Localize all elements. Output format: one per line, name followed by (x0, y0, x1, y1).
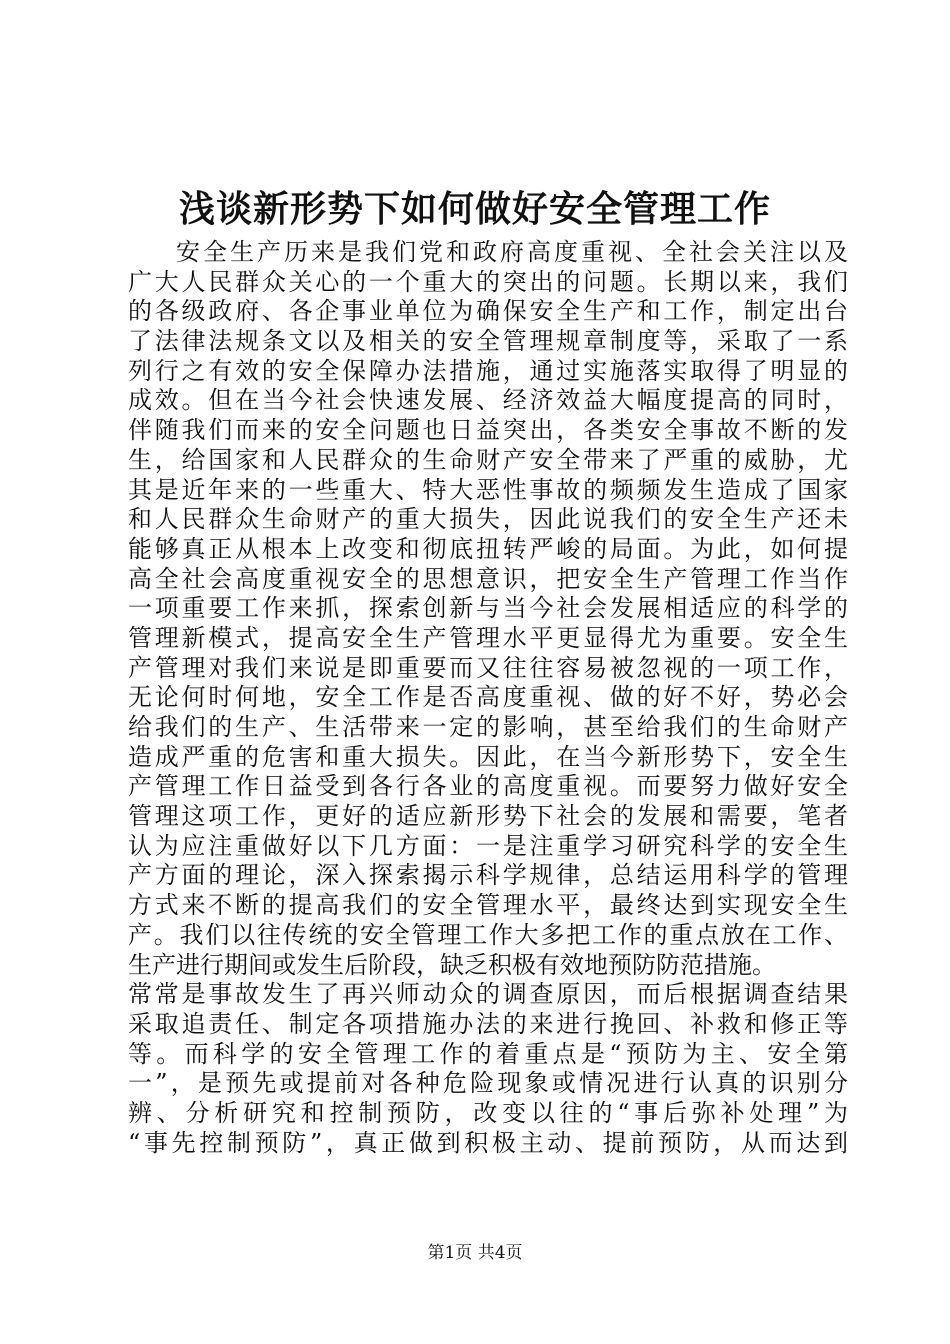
body-line: 广大人民群众关心的一个重大的突出的问题。长期以来，我们 (128, 267, 848, 296)
body-line: 给我们的生产、生活带来一定的影响，甚至给我们的生命财产 (128, 713, 848, 741)
body-line: 能够真正从根本上改变和彻底扭转严峻的局面。为此，如何提 (128, 534, 848, 563)
body-line: 认为应注重做好以下几方面：一是注重学习研究科学的安全生 (128, 831, 848, 860)
body-line: 管理这项工作，更好的适应新形势下社会的发展和需要，笔者 (128, 802, 848, 831)
body-line: 成效。但在当今社会快速发展、经济效益大幅度提高的同时， (128, 386, 848, 415)
document-title: 浅谈新形势下如何做好安全管理工作 (178, 188, 771, 230)
body-line: “事先控制预防”，真正做到积极主动、提前预防，从而达到 (128, 1128, 848, 1157)
document-body (128, 238, 848, 1158)
body-line: 常常是事故发生了再兴师动众的调查原因，而后根据调查结果 (128, 980, 848, 1009)
body-line: 和人民群众生命财产的重大损失，因此说我们的安全生产还未 (128, 505, 848, 534)
body-line: 产管理对我们来说是即重要而又往往容易被忽视的一项工作， (128, 653, 848, 682)
page-number-footer: 第1页 共4页 (427, 1243, 523, 1263)
body-line: 等。而科学的安全管理工作的着重点是“预防为主、安全第 (128, 1039, 848, 1068)
body-line: 一项重要工作来抓，探索创新与当今社会发展相适应的科学的 (128, 594, 848, 623)
body-line: 采取追责任、制定各项措施办法的来进行挽回、补救和修正等 (128, 1009, 848, 1038)
body-line: 高全社会高度重视安全的思想意识，把安全生产管理工作当作 (128, 564, 848, 593)
body-line: 列行之有效的安全保障办法措施，通过实施落实取得了明显的 (128, 356, 848, 385)
body-line: 生，给国家和人民群众的生命财产安全带来了严重的威胁，尤 (128, 445, 848, 474)
body-line: 伴随我们而来的安全问题也日益突出，各类安全事故不断的发 (128, 416, 848, 445)
body-line: 安全生产历来是我们党和政府高度重视、全社会关注以及 (176, 238, 848, 266)
body-line: 一”，是预先或提前对各种危险现象或情况进行认真的识别分 (128, 1069, 848, 1098)
body-line: 辨、分析研究和控制预防，改变以往的“事后弥补处理”为 (128, 1098, 848, 1127)
body-line: 管理新模式，提高安全生产管理水平更显得尤为重要。安全生 (128, 623, 848, 652)
body-line: 造成严重的危害和重大损失。因此，在当今新形势下，安全生 (128, 742, 848, 771)
body-line: 无论何时何地，安全工作是否高度重视、做的好不好，势必会 (128, 683, 848, 712)
body-line: 其是近年来的一些重大、特大恶性事故的频频发生造成了国家 (128, 475, 848, 504)
body-line: 生产进行期间或发生后阶段，缺乏积极有效地预防防范措施。 (128, 950, 776, 979)
body-line: 产管理工作日益受到各行各业的高度重视。而要努力做好安全 (128, 772, 848, 801)
body-line: 产。我们以往传统的安全管理工作大多把工作的重点放在工作、 (128, 920, 848, 949)
body-line: 方式来不断的提高我们的安全管理水平，最终达到实现安全生 (128, 891, 848, 920)
body-line: 了法律法规条文以及相关的安全管理规章制度等，采取了一系 (128, 327, 848, 356)
body-line: 产方面的理论，深入探索揭示科学规律，总结运用科学的管理 (128, 861, 848, 890)
body-line: 的各级政府、各企事业单位为确保安全生产和工作，制定出台 (128, 297, 848, 326)
